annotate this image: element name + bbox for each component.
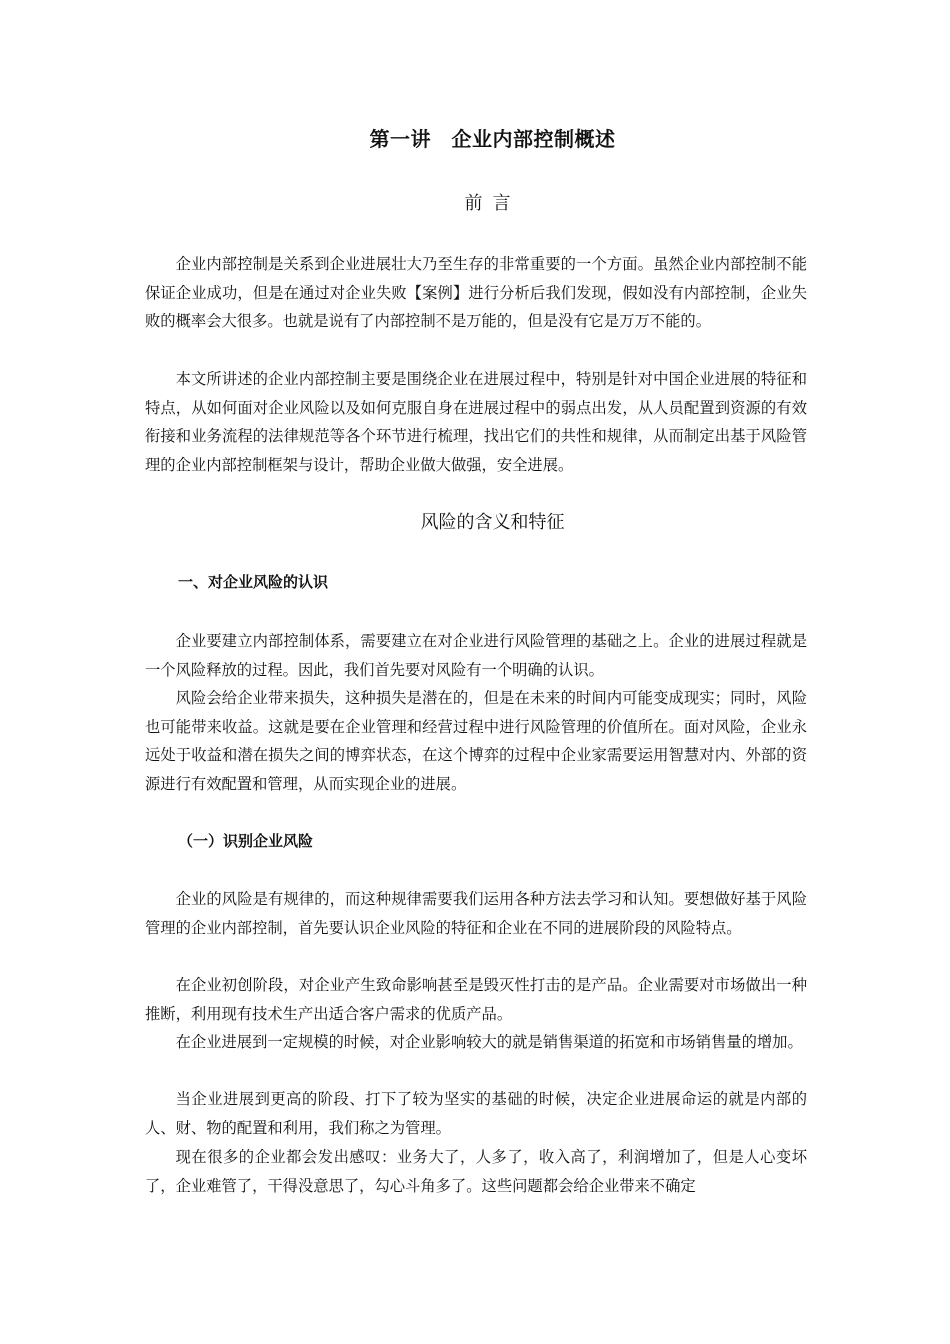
preface-heading: 前言	[464, 193, 521, 214]
document-title: 第一讲 企业内部控制概述	[369, 127, 616, 151]
body-paragraph: 现在很多的企业都会发出感叹：业务大了，人多了，收入高了，利润增加了，但是人心变坏了，企业难管了，干得没意思了，勾心斗角多了。这些问题都会给企业带来不确定	[145, 1148, 807, 1195]
intro-paragraph: 企业内部控制是关系到企业进展壮大乃至生存的非常重要的一个方面。虽然企业内部控制不能保证企业成功，但是在通过对企业失败【案例】进行分析后我们发现，假如没有内部控制，企业失败的概率会大很多。也就是说有了内部控制不是万能的，但是没有它是万万不能的。	[145, 255, 807, 331]
intro-paragraph: 本文所讲述的企业内部控制主要是围绕企业在进展过程中，特别是针对中国企业进展的特征和特点，从如何面对企业风险以及如何克服自身在进展过程中的弱点出发，从人员配置到资源的有效衔接和业务流程的法律规范等各个环节进行梳理，找出它们的共性和规律，从而制定出基于风险管理的企业内部控制框架与设计，帮助企业做大做强，安全进展。	[145, 370, 807, 474]
section-heading-2: （一）识别企业风险	[178, 832, 314, 850]
body-paragraph: 企业的风险是有规律的，而这种规律需要我们运用各种方法去学习和认知。要想做好基于风险管理的企业内部控制，首先要认识企业风险的特征和企业在不同的进展阶段的风险特点。	[145, 890, 807, 937]
body-paragraph: 风险会给企业带来损失，这种损失是潜在的，但是在未来的时间内可能变成现实；同时，风险也可能带来收益。这就是要在企业管理和经营过程中进行风险管理的价值所在。面对风险，企业永远处于收益和潜在损失之间的博弈状态，在这个博弈的过程中企业家需要运用智慧对内、外部的资源进行有效配置和管理，从而实现企业的进展。	[145, 689, 807, 793]
body-paragraph: 企业要建立内部控制体系，需要建立在对企业进行风险管理的基础之上。企业的进展过程就是一个风险释放的过程。因此，我们首先要对风险有一个明确的认识。	[145, 632, 807, 679]
body-paragraph: 在企业初创阶段，对企业产生致命影响甚至是毁灭性打击的是产品。企业需要对市场做出一种推断，利用现有技术生产出适合客户需求的优质产品。	[145, 976, 807, 1023]
section-title: 风险的含义和特征	[420, 512, 565, 533]
body-paragraph: 在企业进展到一定规模的时候，对企业影响较大的就是销售渠道的拓宽和市场销售量的增加。	[175, 1033, 803, 1051]
body-paragraph: 当企业进展到更高的阶段、打下了较为坚实的基础的时候，决定企业进展命运的就是内部的人、财、物的配置和利用，我们称之为管理。	[145, 1090, 807, 1137]
section-heading-1: 一、对企业风险的认识	[178, 573, 329, 591]
